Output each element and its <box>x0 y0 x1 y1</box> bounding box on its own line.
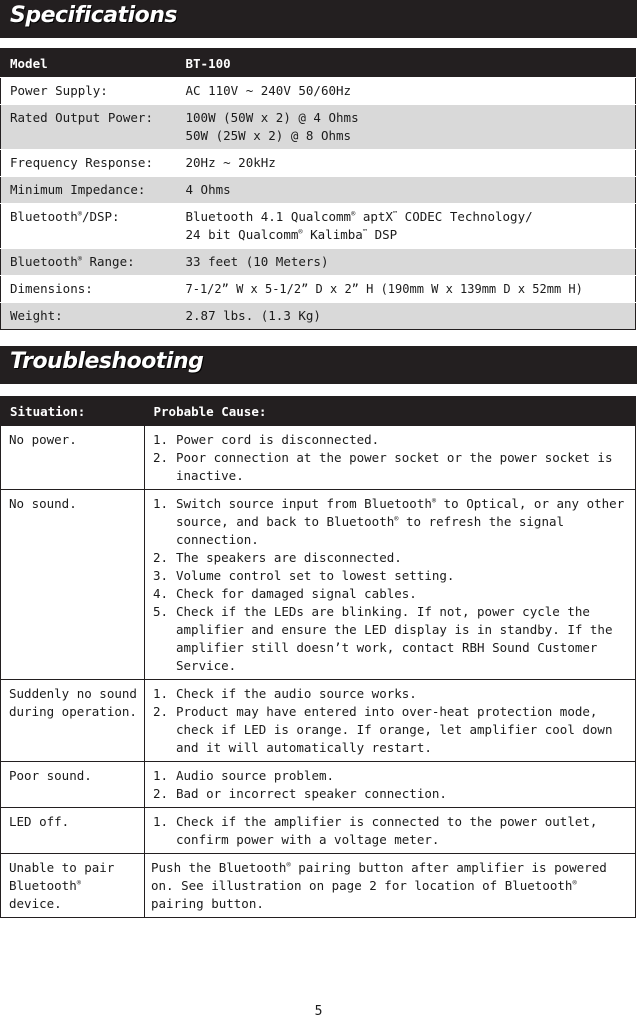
cause-item: 2. The speakers are disconnected. <box>153 550 402 565</box>
cause-list <box>153 813 629 849</box>
spec-value-line: Bluetooth 4.1 Qualcomm® aptX™ CODEC Technology/ <box>185 209 533 224</box>
specifications-title: Specifications <box>10 3 178 28</box>
cause-list <box>153 495 629 675</box>
troubleshooting-title: Troubleshooting <box>10 349 204 374</box>
cause-item: 1. Power cord is disconnected. <box>153 432 380 447</box>
cause-cell <box>145 490 636 680</box>
spec-header-label: Model <box>1 49 177 78</box>
spec-value: 4 Ohms <box>177 177 636 204</box>
trouble-row <box>1 680 636 762</box>
cause-list <box>153 685 629 757</box>
spec-row <box>1 303 636 330</box>
page-number: 5 <box>314 1004 323 1019</box>
cause-list <box>153 431 629 485</box>
trouble-row <box>1 490 636 680</box>
cause-list <box>153 767 629 803</box>
spec-value: 33 feet (10 Meters) <box>177 249 636 276</box>
trouble-row <box>1 762 636 808</box>
spec-label: Weight: <box>1 303 177 330</box>
spec-row <box>1 105 636 150</box>
troubleshooting-table <box>0 396 636 918</box>
spec-label: Bluetooth®/DSP: <box>1 204 177 249</box>
spec-value-line: 24 bit Qualcomm® Kalimba™ DSP <box>185 227 398 242</box>
spec-value-line: 50W (25W x 2) @ 8 Ohms <box>185 128 352 143</box>
spec-value <box>177 105 636 150</box>
spec-label: Dimensions: <box>1 276 177 303</box>
spec-label: Frequency Response: <box>1 150 177 177</box>
situation-cell: No sound. <box>1 490 145 680</box>
spec-value <box>177 204 636 249</box>
spec-row <box>1 150 636 177</box>
trouble-row <box>1 854 636 918</box>
spec-value-line: 100W (50W x 2) @ 4 Ohms <box>185 110 359 125</box>
cause-cell: Push the Bluetooth® pairing button after amplifier is powered on. See illustration on page 2 for location of Bluetooth® pairing button. <box>145 854 636 918</box>
spec-label: Power Supply: <box>1 78 177 105</box>
cause-item: 2. Bad or incorrect speaker connection. <box>153 786 447 801</box>
spec-value: 7-1/2” W x 5-1/2” D x 2” H (190mm W x 139mm D x 52mm H) <box>177 276 636 303</box>
trouble-row <box>1 808 636 854</box>
cause-item: 1. Check if the amplifier is connected to the power outlet, confirm power with a voltage meter. <box>153 814 598 847</box>
cause-item: 2. Product may have entered into over-heat protection mode, check if LED is orange. If orange, let amplifier cool down and it will automatically restart. <box>153 704 613 755</box>
cause-item: 2. Poor connection at the power socket or the power socket is inactive. <box>153 450 613 483</box>
situation-cell: Unable to pair Bluetooth® device. <box>1 854 145 918</box>
cause-cell <box>145 680 636 762</box>
spec-row <box>1 204 636 249</box>
spec-header-row <box>1 49 636 78</box>
cause-item: 3. Volume control set to lowest setting. <box>153 568 455 583</box>
spec-header-value: BT-100 <box>177 49 636 78</box>
spec-row <box>1 276 636 303</box>
specifications-table <box>0 48 636 330</box>
specifications-banner <box>0 0 637 38</box>
cause-item: 4. Check for damaged signal cables. <box>153 586 417 601</box>
cause-item: 5. Check if the LEDs are blinking. If not, power cycle the amplifier and ensure the LED display is in standby. If the amplifier still doesn’t work, contact RBH Sound Customer Service. <box>153 604 613 673</box>
cause-item: 1. Check if the audio source works. <box>153 686 417 701</box>
spec-label: Rated Output Power: <box>1 105 177 150</box>
cause-item: 1. Switch source input from Bluetooth® to Optical, or any other source, and back to Bluetooth® to refresh the signal connection. <box>153 496 625 547</box>
spec-label: Minimum Impedance: <box>1 177 177 204</box>
situation-cell: Suddenly no sound during operation. <box>1 680 145 762</box>
cause-cell <box>145 762 636 808</box>
cause-header: Probable Cause: <box>145 397 636 426</box>
spec-row <box>1 78 636 105</box>
situation-cell: Poor sound. <box>1 762 145 808</box>
situation-cell: No power. <box>1 426 145 490</box>
troubleshooting-banner <box>0 346 637 384</box>
cause-cell <box>145 426 636 490</box>
spec-value: 20Hz ~ 20kHz <box>177 150 636 177</box>
spec-label: Bluetooth® Range: <box>1 249 177 276</box>
trouble-row <box>1 426 636 490</box>
situation-header: Situation: <box>1 397 145 426</box>
trouble-header-row <box>1 397 636 426</box>
cause-cell <box>145 808 636 854</box>
spec-value: 2.87 lbs. (1.3 Kg) <box>177 303 636 330</box>
spec-row <box>1 177 636 204</box>
spec-row <box>1 249 636 276</box>
spec-value: AC 110V ~ 240V 50/60Hz <box>177 78 636 105</box>
cause-item: 1. Audio source problem. <box>153 768 335 783</box>
situation-cell: LED off. <box>1 808 145 854</box>
